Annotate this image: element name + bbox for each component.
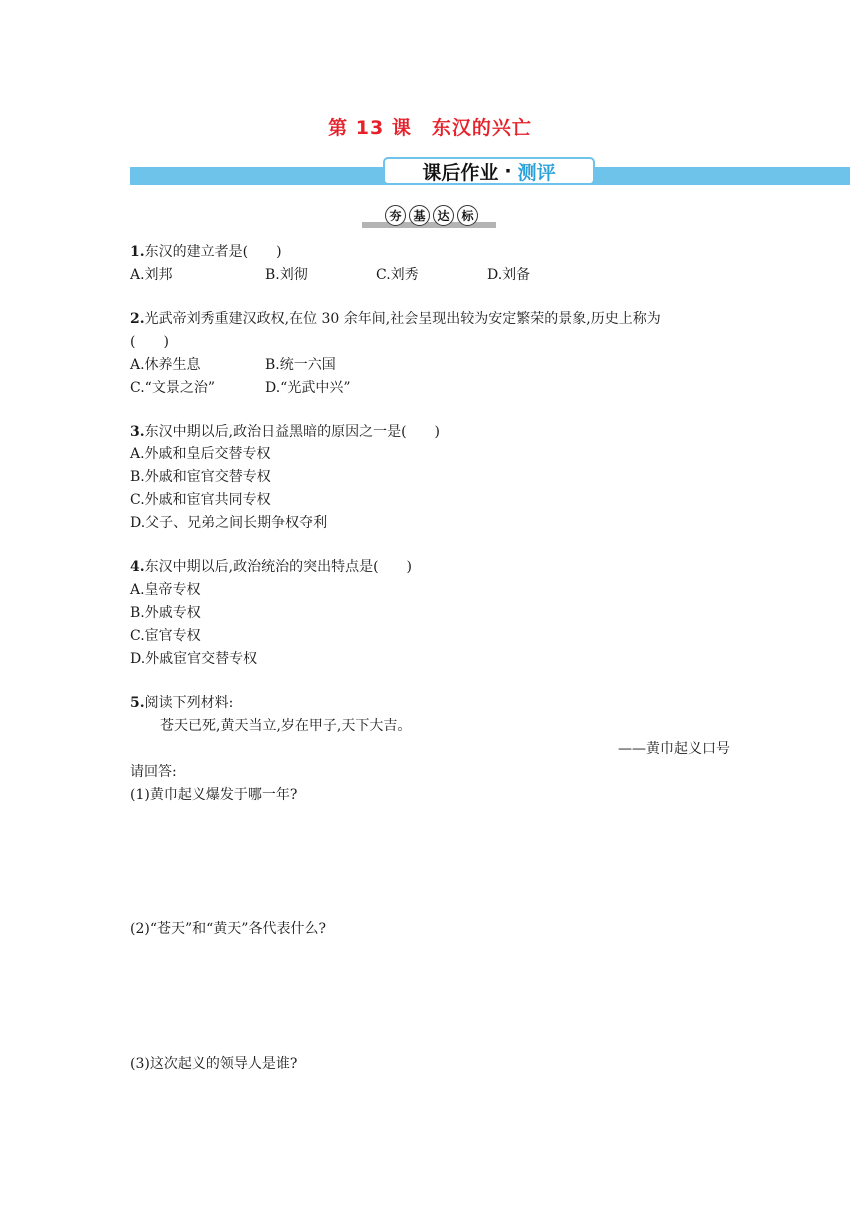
question-stem: 东汉的建立者是( ) [144,244,282,260]
banner-text-homework: 课后作业 [422,161,499,184]
banner-text-evaluation: 测评 [517,161,556,184]
question-5 [130,694,233,712]
question-4 [130,558,412,576]
q3-option-d: D.父子、兄弟之间长期争权夺利 [130,515,328,531]
question-number: 2. [130,311,145,327]
q1-option-d: D.刘备 [487,267,531,283]
q2-option-d: D.“光武中兴” [265,380,351,396]
q3-option-b: B.外戚和宦官交替专权 [130,469,271,485]
question-stem: 东汉中期以后,政治日益黑暗的原因之一是( ) [144,424,440,440]
q4-option-b: B.外戚专权 [130,605,201,621]
sub-question-2: (2)“苍天”和“黄天”各代表什么? [130,921,326,937]
subheader-char: 夯 [385,205,406,226]
q3-option-a: A.外戚和皇后交替专权 [130,446,271,462]
question-1 [130,243,282,261]
material-quote: 苍天已死,黄天当立,岁在甲子,天下大吉。 [160,718,412,734]
question-number: 1. [130,244,145,260]
q4-option-d: D.外戚宦官交替专权 [130,651,258,667]
q2-option-b: B.统一六国 [265,357,336,373]
q3-option-c: C.外戚和宦官共同专权 [130,492,271,508]
q2-option-c: C.“文景之治” [130,380,215,396]
banner-dot: · [504,160,512,182]
question-number: 4. [130,559,145,575]
question-2 [130,310,661,328]
q1-option-b: B.刘彻 [265,267,308,283]
sub-question-1: (1)黄巾起义爆发于哪一年? [130,787,298,803]
subheader-basics [385,205,478,226]
question-3 [130,423,440,441]
question-2-blank: ( ) [130,334,169,350]
q4-option-c: C.宦官专权 [130,628,201,644]
page-title: 第 13 课 东汉的兴亡 [328,117,532,139]
question-stem: 东汉中期以后,政治统治的突出特点是( ) [144,559,412,575]
answer-prompt: 请回答: [130,764,177,780]
q2-option-a: A.休养生息 [130,357,201,373]
question-stem: 阅读下列材料: [144,695,234,711]
q1-option-c: C.刘秀 [376,267,419,283]
subheader-char: 达 [433,205,454,226]
subheader-char: 基 [409,205,430,226]
sub-question-3: (3)这次起义的领导人是谁? [130,1056,298,1072]
section-banner [383,157,595,185]
question-stem: 光武帝刘秀重建汉政权,在位 30 余年间,社会呈现出较为安定繁荣的景象,历史上称为 [144,311,661,327]
question-number: 5. [130,695,145,711]
question-number: 3. [130,424,145,440]
q1-option-a: A.刘邦 [130,267,173,283]
subheader-char: 标 [457,205,478,226]
material-attribution: ——黄巾起义口号 [618,741,730,757]
q4-option-a: A.皇帝专权 [130,582,201,598]
